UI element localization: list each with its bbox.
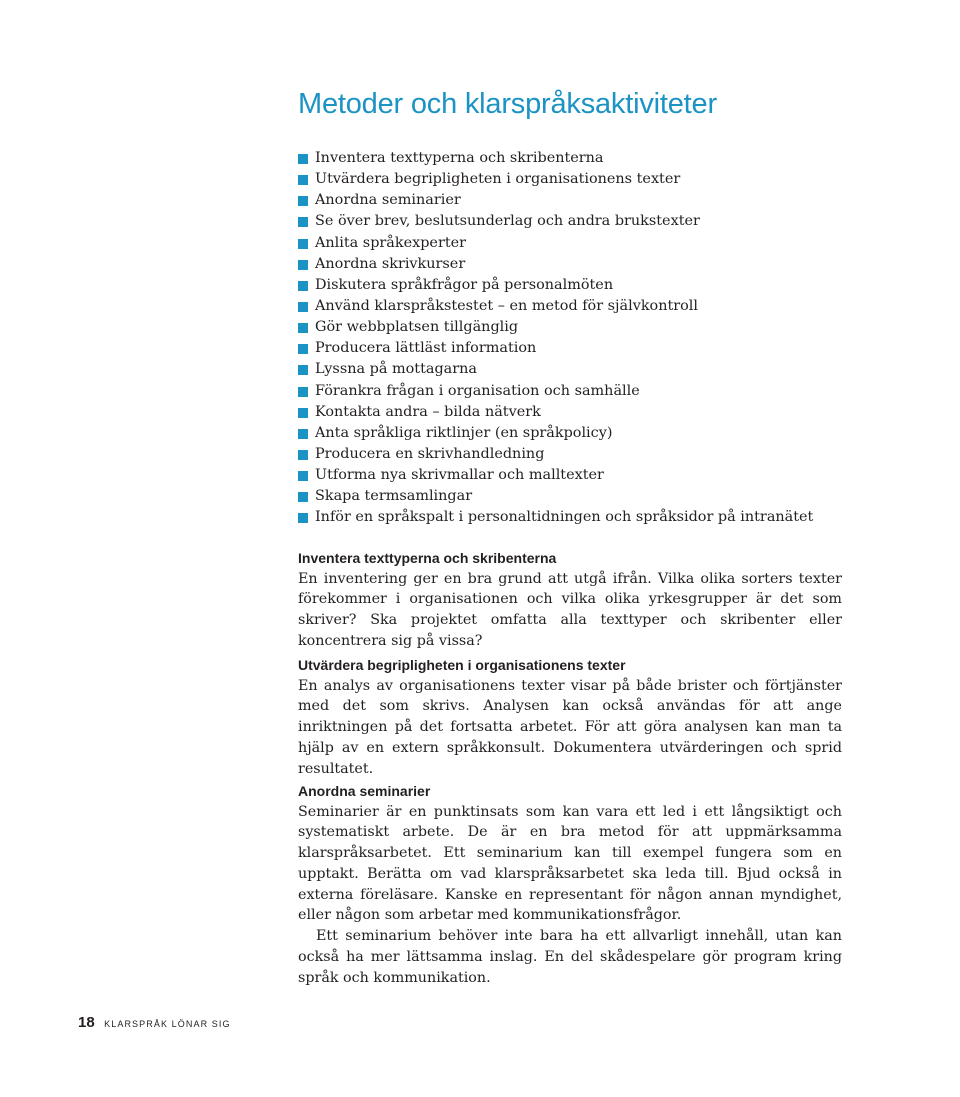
list-item-label: Anta språkliga riktlinjer (en språkpolicy) (315, 424, 613, 441)
square-bullet-icon (298, 429, 308, 439)
list-item (298, 359, 813, 380)
list-item (298, 338, 813, 359)
square-bullet-icon (298, 260, 308, 270)
section-paragraph: En inventering ger en bra grund att utgå ifrån. Vilka olika sorters texter förekommer i organisationen och vilka olika yrkesgrupper är det som skriver? Ska projektet omfatta alla texttyper och skribenter eller koncentrera sig på vissa? (298, 570, 842, 649)
list-item-label: Anordna skrivkurser (315, 255, 466, 272)
list-item (298, 465, 813, 486)
list-item (298, 423, 813, 444)
list-item-label: Kontakta andra – bilda nätverk (315, 403, 541, 420)
list-item-label: Producera en skrivhandledning (315, 445, 545, 462)
square-bullet-icon (298, 281, 308, 291)
section-inventera (298, 548, 842, 652)
square-bullet-icon (298, 217, 308, 227)
square-bullet-icon (298, 302, 308, 312)
activity-list (298, 148, 813, 529)
list-item-label: Skapa termsamlingar (315, 488, 473, 505)
square-bullet-icon (298, 408, 308, 418)
square-bullet-icon (298, 196, 308, 206)
list-item-label: Använd klarspråkstestet – en metod för självkontroll (315, 297, 699, 314)
list-item-label: Lyssna på mottagarna (315, 361, 477, 378)
list-item-label: Anlita språkexperter (315, 234, 466, 251)
list-item (298, 381, 813, 402)
section-utvardera (298, 655, 842, 779)
list-item (298, 486, 813, 507)
page-number: 18 (78, 1014, 95, 1031)
page-footer (78, 1014, 231, 1032)
list-item (298, 254, 813, 275)
section-seminarier (298, 781, 842, 989)
list-item-label: Gör webbplatsen tillgänglig (315, 319, 519, 336)
running-head: KLARSPRÅK LÖNAR SIG (104, 1019, 231, 1029)
list-item (298, 275, 813, 296)
section-paragraph: Seminarier är en punktinsats som kan vara ett led i ett långsiktigt och systematiskt arbete. De är en bra metod för att uppmärksamma klarspråksarbetet. Ett seminarium kan till exempel fungera som en upptakt. Berätta om vad klarspråksarbetet ska leda till. Bjud också in externa föreläsare. Kanske en representant för någon annan myndighet, eller någon som arbetar med kommunikationsfrågor. (298, 803, 842, 924)
square-bullet-icon (298, 344, 308, 354)
section-paragraph: Ett seminarium behöver inte bara ha ett allvarligt innehåll, utan kan också ha mer lättsamma inslag. En del skådespelare gör program kring språk och kommunikation. (298, 928, 842, 986)
list-item-label: Se över brev, beslutsunderlag och andra brukstexter (315, 213, 700, 230)
square-bullet-icon (298, 450, 308, 460)
list-item-label: Förankra frågan i organisation och samhälle (315, 382, 640, 399)
list-item (298, 444, 813, 465)
list-item-label: Diskutera språkfrågor på personalmöten (315, 276, 614, 293)
square-bullet-icon (298, 513, 308, 523)
list-item-label: Utvärdera begripligheten i organisationens texter (315, 171, 681, 188)
list-item (298, 296, 813, 317)
list-item (298, 190, 813, 211)
square-bullet-icon (298, 365, 308, 375)
square-bullet-icon (298, 387, 308, 397)
square-bullet-icon (298, 471, 308, 481)
section-heading: Utvärdera begripligheten i organisationens texter (298, 657, 626, 673)
list-item (298, 317, 813, 338)
square-bullet-icon (298, 154, 308, 164)
section-heading: Inventera texttyperna och skribenterna (298, 550, 557, 566)
page-title: Metoder och klarspråksaktiviteter (298, 88, 717, 120)
list-item-label: Inventera texttyperna och skribenterna (315, 150, 604, 166)
list-item (298, 402, 813, 423)
list-item-label: Producera lättläst information (315, 340, 537, 357)
list-item (298, 211, 813, 232)
square-bullet-icon (298, 239, 308, 249)
list-item (298, 148, 813, 169)
square-bullet-icon (298, 175, 308, 185)
list-item-label: Inför en språkspalt i personaltidningen och språksidor på intranätet (315, 509, 814, 526)
square-bullet-icon (298, 492, 308, 502)
section-paragraph: En analys av organisationens texter visar på både brister och förtjänster med det som skrivs. Analysen kan också användas för att ange inriktningen på det fortsatta arbetet. För att göra analysen kan man ta hjälp av en extern språkkonsult. Dokumentera utvärderingen och sprid resultatet. (298, 677, 842, 777)
list-item (298, 169, 813, 190)
list-item-label: Anordna seminarier (315, 192, 461, 209)
square-bullet-icon (298, 323, 308, 333)
section-heading: Anordna seminarier (298, 783, 431, 799)
list-item (298, 507, 813, 528)
list-item (298, 233, 813, 254)
list-item-label: Utforma nya skrivmallar och malltexter (315, 467, 604, 484)
